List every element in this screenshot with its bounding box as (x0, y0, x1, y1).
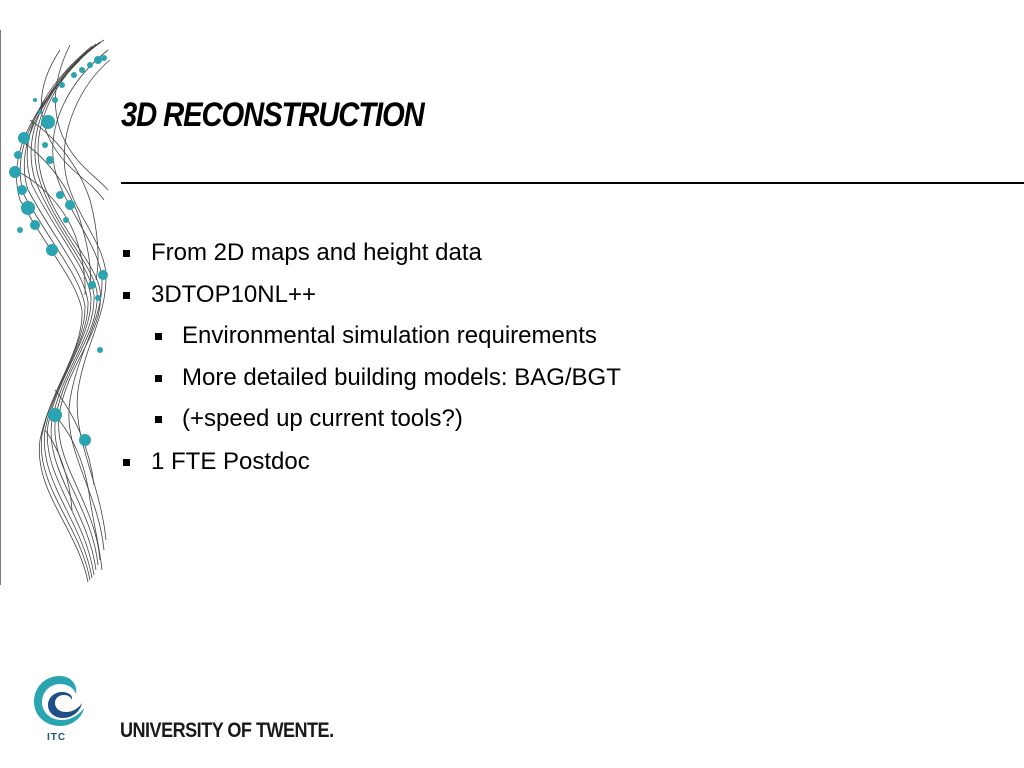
title-underline (121, 182, 1024, 184)
bullet-item (123, 447, 310, 477)
sub-bullet-item (155, 363, 621, 393)
bullet-marker-icon (123, 250, 130, 257)
bullet-text: From 2D maps and height data (151, 239, 482, 266)
logo-text: ITC (47, 732, 67, 743)
slide-title: 3D RECONSTRUCTION (121, 96, 424, 134)
sub-bullet-item (155, 321, 597, 351)
bullet-text: 3DTOP10NL++ (151, 281, 316, 308)
bullet-text: (+speed up current tools?) (182, 405, 463, 432)
bullet-marker-icon (155, 416, 162, 423)
itc-logo-icon (28, 672, 90, 740)
decorative-lines-graphic (0, 30, 112, 585)
bullet-marker-icon (123, 292, 130, 299)
university-name: UNIVERSITY OF TWENTE. (120, 719, 334, 742)
bullet-marker-icon (155, 333, 162, 340)
bullet-text: Environmental simulation requirements (182, 322, 597, 349)
bullet-marker-icon (155, 375, 162, 382)
sub-bullet-item (155, 404, 463, 434)
bullet-text: 1 FTE Postdoc (151, 448, 310, 475)
bullet-item (123, 280, 316, 310)
bullet-item (123, 238, 482, 268)
bullet-marker-icon (123, 459, 130, 466)
bullet-text: More detailed building models: BAG/BGT (182, 364, 621, 391)
